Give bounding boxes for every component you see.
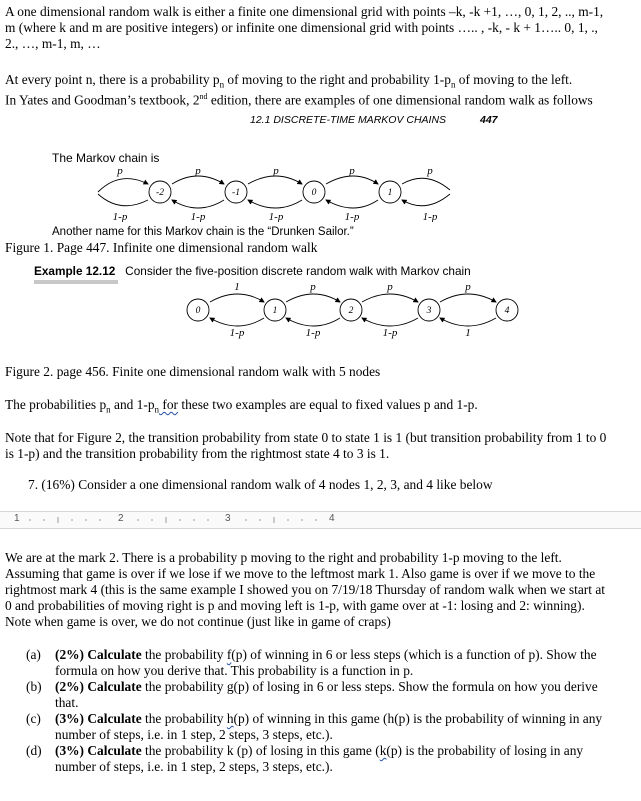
intro-line-3: 2., …, m-1, m, … <box>5 36 101 51</box>
note-line-2: is 1-p) and the transition probability from the rightmost state 4 to 3 is 1. <box>5 446 390 461</box>
question-part-a: (a) (2%) Calculate the probability f(p) of winning in 6 or less steps (which is a function of p). Show the formula on how you derive that. This probability is a function in p. <box>26 647 597 678</box>
figure2-markov-chain-diagram <box>180 280 530 340</box>
figure2-top-label: p <box>310 281 316 293</box>
figure1-caption: Figure 1. Page 447. Infinite one dimensional random walk <box>5 240 318 255</box>
position-ruler <box>0 511 641 529</box>
figure1-markov-chain-diagram <box>80 162 460 222</box>
figure2-top-label: 1 <box>234 281 240 293</box>
ruler-ticks <box>0 512 641 528</box>
figure2-state-label: 4 <box>504 306 510 316</box>
question-parts-list <box>26 647 631 775</box>
question-part-d: (d) (3%) Calculate the probability k (p) of losing in this game (k(p) is the probability of losing in any number of steps, i.e. in 1 step, 2 steps, 3 steps, etc.). <box>26 743 584 774</box>
figure2-example-title: Example 12.12 Consider the five-position discrete random walk with Markov chain <box>34 264 471 278</box>
intro-line-2: m (where k and m are positive integers) or infinite one dimensional grid with points ….. , -k, - k + 1….. 0, 1, ., <box>5 20 598 35</box>
game-line-4: 0 and probabilities of moving right is p and moving left is 1-p, with game over at -1: losing and 2: winning). <box>5 598 585 613</box>
figure1-q-label: 1-p <box>190 211 206 222</box>
ruler-mark: 4 <box>329 513 335 524</box>
game-line-5: Note when game is over, we do not continue (just like in game of craps) <box>5 614 391 629</box>
figure2-bottom-label: 1-p <box>229 327 245 339</box>
figure2-state-label: 3 <box>426 306 432 316</box>
question-part-c: (c) (3%) Calculate the probability h(p) of winning in this game (h(p) is the probability of winning in any number of steps, i.e. in 1 step, 2 steps, 3 steps, etc.). <box>26 711 603 742</box>
intro-line-1: A one dimensional random walk is either a finite one dimensional grid with points –k, -k +1, …, 0, 1, 2, .., m-1, <box>5 4 604 19</box>
intro-line-4: At every point n, there is a probability $p_n$ of moving to the right and probability $1-p_n$ of moving to the left. <box>5 72 573 90</box>
figure1-p-label: p <box>349 165 355 177</box>
figure2-state-label: 2 <box>348 306 354 316</box>
intro-line-5: In Yates and Goodman’s textbook, 2nd edition, there are examples of one dimensional random walk as follows <box>5 92 593 108</box>
figure1-q-label: 1-p <box>268 211 284 222</box>
figure1-state-label: -1 <box>232 188 240 198</box>
game-line-1: We are at the mark 2. There is a probability p moving to the right and probability 1-p moving to the left. <box>5 550 562 565</box>
figure1-state-label: 1 <box>387 188 393 198</box>
figure1-state-label: 0 <box>311 188 317 198</box>
figure1-p-label: p <box>117 165 123 177</box>
figure2-state-label: 0 <box>195 306 201 316</box>
figure1-state-label: -2 <box>156 188 164 198</box>
example-underline-bar <box>34 280 118 284</box>
figure2-caption: Figure 2. page 456. Finite one dimensional random walk with 5 nodes <box>5 364 381 379</box>
ruler-mark: 3 <box>225 513 231 524</box>
figure1-q-label: 1-p <box>422 211 438 222</box>
ruler-mark: 2 <box>118 513 124 524</box>
figure2-bottom-label: 1 <box>465 327 471 339</box>
figure1-p-label: p <box>273 165 279 177</box>
figure2-top-label: p <box>387 281 393 293</box>
book-section-header: 12.1 DISCRETE-TIME MARKOV CHAINS <box>250 114 447 126</box>
game-line-3: rightmost mark 4 (this is the same example I showed you on 7/19/18 Thursday of random walk when we start at <box>5 582 605 597</box>
game-line-2: Assuming that game is over if we lose if we move to the leftmost mark 1. Also game is over if we move to the <box>5 566 596 581</box>
figure1-q-label: 1-p <box>112 211 128 222</box>
figure2-bottom-label: 1-p <box>305 327 321 339</box>
figure2-state-label: 1 <box>272 306 278 316</box>
probabilities-paragraph: The probabilities $p_n$ and $1-p_n$ for these two examples are equal to fixed values p and 1-p. <box>5 397 478 415</box>
note-line-1: Note that for Figure 2, the transition probability from state 0 to state 1 is 1 (but transition probability from 1 to 0 <box>5 430 607 445</box>
figure1-p-label: p <box>195 165 201 177</box>
figure1-note: Another name for this Markov chain is the “Drunken Sailor.” <box>52 226 354 238</box>
figure2-top-label: p <box>465 281 471 293</box>
ruler-mark: 1 <box>14 513 20 524</box>
question-7-heading: 7. (16%) Consider a one dimensional random walk of 4 nodes 1, 2, 3, and 4 like below <box>28 477 493 492</box>
figure1-q-label: 1-p <box>344 211 360 222</box>
figure2-bottom-label: 1-p <box>382 327 398 339</box>
figure1-heading: The Markov chain is <box>52 151 160 165</box>
question-part-b: (b) (2%) Calculate the probability g(p) of losing in 6 or less steps. Show the formula on how you derive that. <box>26 679 598 710</box>
figure1-p-label: p <box>427 165 433 177</box>
book-page-number: 447 <box>480 114 498 126</box>
